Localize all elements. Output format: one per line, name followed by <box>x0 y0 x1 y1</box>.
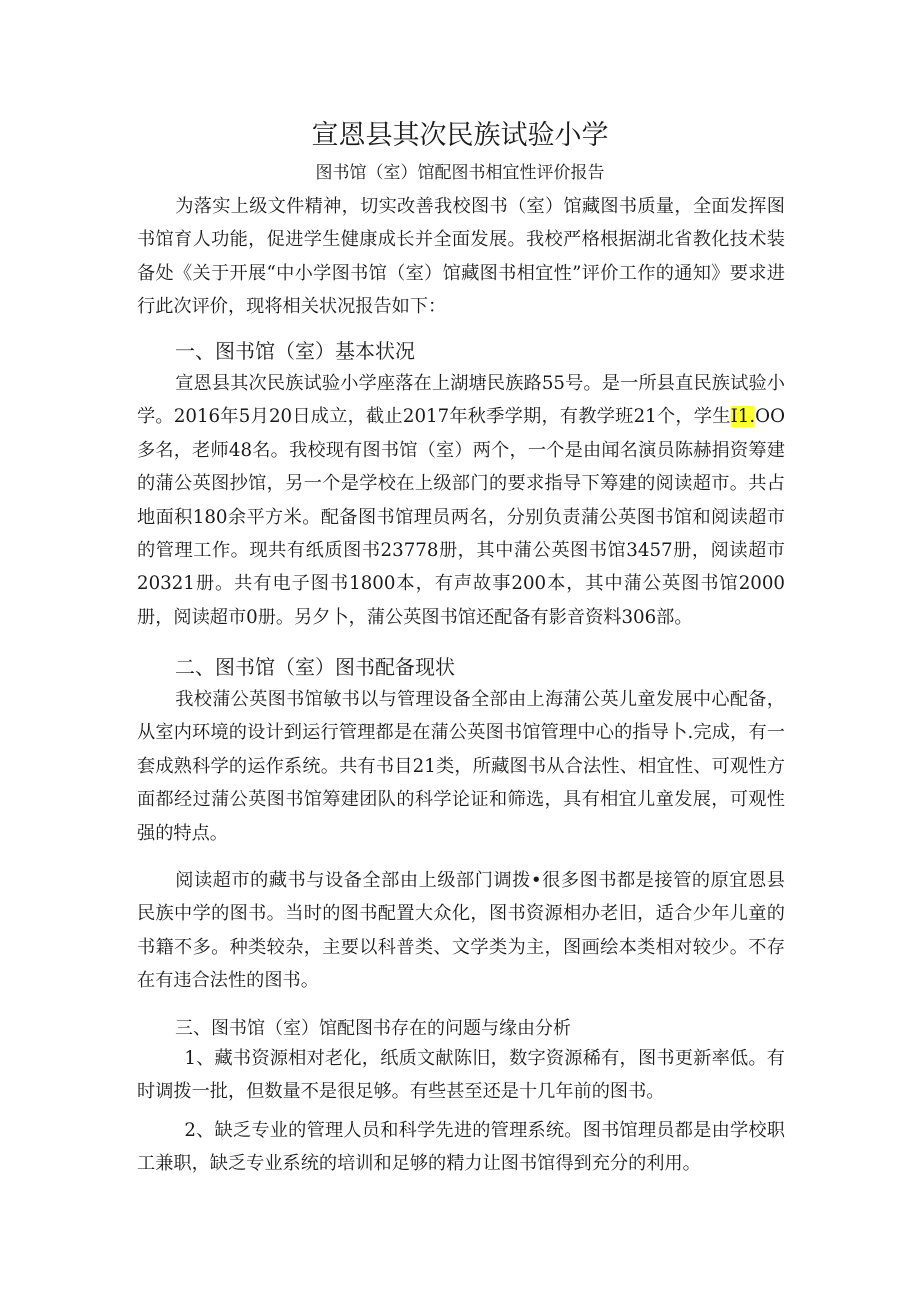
section-1-heading: 一、图书馆（室）基本状况 <box>175 339 415 363</box>
highlighted-text: I1. <box>730 406 756 428</box>
intro-paragraph: 为落实上级文件精神，切实改善我校图书（室）馆藏图书质量，全面发挥图书馆育人功能，促进学生健康成长并全面发展。我校严格根据湖北省教化技术装备处《关于开展“中小学图书馆（室）馆藏图书相宜性”评价工作的通知》要求进行此次评价，现将相关状况报告如下： <box>137 196 785 318</box>
section-3-item-1: 1、藏书资源相对老化，纸质文献陈旧，数字资源稀有，图书更新率低。有时调拨一批，但数量不是很足够。有些甚至还是十几年前的图书。 <box>137 1048 785 1103</box>
section-1-text-b: OO多名，老师48名。我校现有图书馆（室）两个，一个是由闻名演员陈赫捐资筹建的蒲公英图抄馆，另一个是学校在上级部门的要求指导下筹建的阅读超市。共占地面积180余平方米。配备图书馆理员两名，分别负责蒲公英图书馆和阅读超市的管理工作。现共有纸质图书23778册，其中蒲公英图书馆3457册，阅读超市20321册。共有电子图书1800本，有声故事200本，其中蒲公英图书馆2000册，阅读超市0册。另夕卜，蒲公英图书馆还配备有影音资料306部。 <box>137 406 785 628</box>
section-2-heading: 二、图书馆（室）图书配备现状 <box>175 655 455 679</box>
section-3-item-2: 2、缺乏专业的管理人员和科学先进的管理系统。图书馆理员都是由学校职工兼职，缺乏专业系统的培训和足够的精力让图书馆得到充分的利用。 <box>137 1120 785 1175</box>
section-3-heading: 三、图书馆（室）馆配图书存在的问题与缘由分析 <box>175 1018 571 1039</box>
section-2-paragraph-1: 我校蒲公英图书馆敏书以与管理设备全部由上海蒲公英儿童发展中心配备，从室内环境的设计到运行管理都是在蒲公英图书馆管理中心的指导卜.完成，有一套成熟科学的运作系统。共有书目21类，所藏图书从合法性、相宜性、可观性方面都经过蒲公英图书馆筹建团队的科学论证和筛选，具有相宜儿童发展，可观性强的特点。 <box>137 689 785 844</box>
section-1-paragraph <box>137 367 785 634</box>
document-subtitle: 图书馆（室）馆配图书相宜性评价报告 <box>315 163 605 183</box>
section-1-text-a: 宣恩县其次民族试验小学座落在上湖塘民族路55号。是一所县直民族试验小学。2016年5月20日成立，截止2017年秋季学期，有教学班21个，学生 <box>137 373 785 428</box>
section-2-paragraph-2: 阅读超市的藏书与设备全部由上级部门调拨•很多图书都是接管的原宜恩县民族中学的图书。当时的图书配置大众化，图书资源相办老旧，适合少年儿童的书籍不多。种类较杂，主要以科普类、文学类为主，图画绘本类相对较少。不存在有违合法性的图书。 <box>137 870 785 992</box>
document-title: 宣恩县其次民族试验小学 <box>311 120 609 151</box>
